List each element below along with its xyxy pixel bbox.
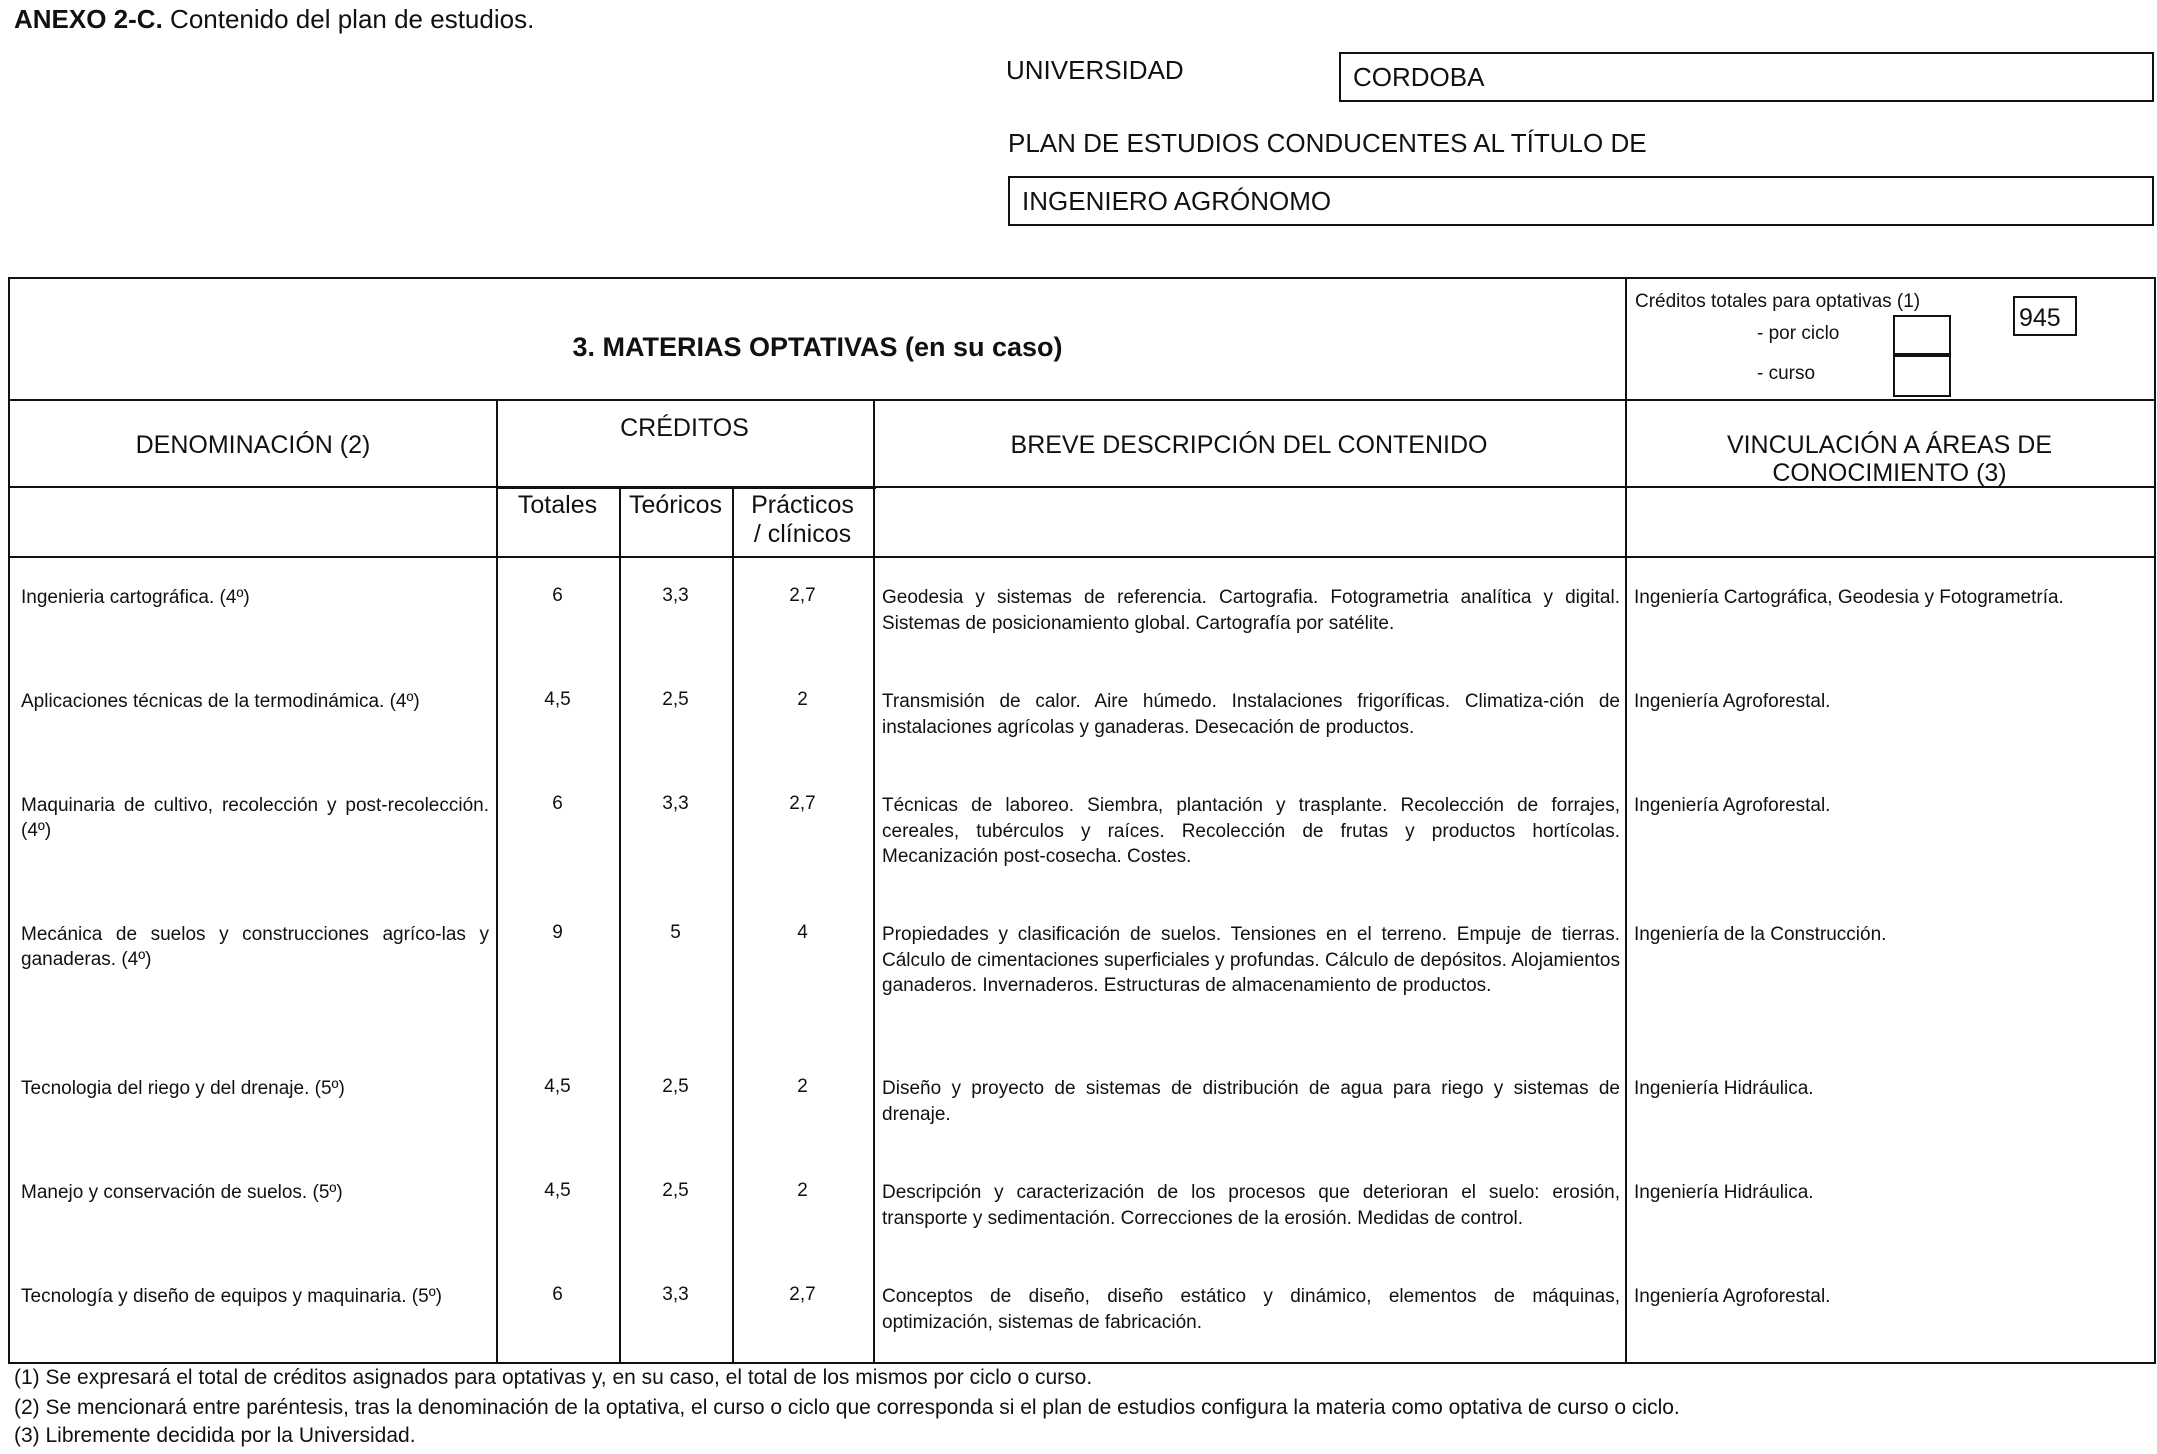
credits-teoricos: 5 [670, 922, 681, 943]
header-denominacion: DENOMINACIÓN (2) [135, 431, 371, 459]
subject-name: Maquinaria de cultivo, recolección y post-recolección. (4º) [21, 795, 489, 841]
knowledge-area: Ingeniería Agroforestal. [1634, 1286, 1831, 1307]
subject-description: Transmisión de calor. Aire húmedo. Instalaciones frigoríficas. Climatiza-ción de instalaciones agrícolas y ganaderas. Desecación de productos. [882, 691, 1620, 738]
header-creditos: CRÉDITOS [620, 414, 749, 442]
subject-name: Mecánica de suelos y construcciones agríco-las y ganaderas. (4º) [21, 924, 489, 970]
header-practicos-2: / clínicos [753, 520, 852, 548]
header-vinculacion-1: VINCULACIÓN A ÁREAS DE [1726, 431, 2053, 459]
table-rule [496, 399, 498, 1362]
knowledge-area: Ingeniería de la Construcción. [1634, 924, 1887, 945]
subject-name: Aplicaciones técnicas de la termodinámica. (4º) [21, 691, 420, 712]
optional-subjects-table [8, 277, 2156, 1364]
credits-practicos: 2,7 [789, 793, 816, 814]
footnote-2: (2) Se mencionará entre paréntesis, tras la denominación de la optativa, el curso o ciclo que corresponda si el plan de estudios configura la materia como optativa de curso o ciclo. [14, 1396, 1680, 1419]
por-ciclo-label: - por ciclo [1757, 323, 1840, 344]
credits-practicos: 4 [797, 922, 808, 943]
header-vinculacion-2: CONOCIMIENTO (3) [1772, 459, 2007, 487]
total-credits-box: 945 [2013, 296, 2077, 336]
subject-description: Técnicas de laboreo. Siembra, plantación y trasplante. Recolección de forrajes, cereales, tubérculos y raíces. Recolección de frutas y productos hortícolas. Mecanización post-cosecha. Costes. [882, 795, 1620, 867]
credits-teoricos: 2,5 [662, 1180, 689, 1201]
credits-totales: 4,5 [544, 1076, 571, 1097]
credits-totales: 6 [552, 585, 563, 606]
knowledge-area: Ingeniería Hidráulica. [1634, 1182, 1814, 1203]
subject-description: Descripción y caracterización de los procesos que deterioran el suelo: erosión, transporte y sedimentación. Correcciones de la erosión. Medidas de control. [882, 1182, 1620, 1229]
knowledge-area: Ingeniería Cartográfica, Geodesia y Fotogrametría. [1634, 587, 2064, 608]
credits-practicos: 2,7 [789, 585, 816, 606]
credits-totales: 6 [552, 793, 563, 814]
table-rule [10, 399, 2154, 401]
subject-description: Propiedades y clasificación de suelos. Tensiones en el terreno. Empuje de tierras. Cálculo de cimentaciones superficiales y profundas. Cálculo de depósitos. Alojamientos ganaderos. Invernaderos. Estructuras de almacenamiento de productos. [882, 924, 1620, 996]
footnote-3: (3) Libremente decidida por la Universidad. [14, 1424, 416, 1447]
credits-totales: 4,5 [544, 689, 571, 710]
header-practicos-1: Prácticos [751, 491, 854, 519]
annex-text: Contenido del plan de estudios. [162, 4, 535, 34]
subject-name: Tecnología y diseño de equipos y maquinaria. (5º) [21, 1286, 442, 1307]
table-rule [873, 399, 875, 1362]
credits-teoricos: 3,3 [662, 1284, 689, 1305]
credits-totales: 9 [552, 922, 563, 943]
curso-box [1893, 355, 1951, 397]
header-descripcion: BREVE DESCRIPCIÓN DEL CONTENIDO [1010, 431, 1488, 459]
section-title: 3. MATERIAS OPTATIVAS (en su caso) [572, 332, 1063, 362]
university-label: UNIVERSIDAD [1006, 55, 1184, 85]
credits-practicos: 2 [797, 689, 808, 710]
subject-name: Ingenieria cartográfica. (4º) [21, 587, 250, 608]
knowledge-area: Ingeniería Agroforestal. [1634, 795, 1831, 816]
footnote-1: (1) Se expresará el total de créditos asignados para optativas y, en su caso, el total de los mismos por ciclo o curso. [14, 1366, 1093, 1389]
credits-teoricos: 2,5 [662, 689, 689, 710]
degree-title: INGENIERO AGRÓNOMO [1008, 176, 2154, 226]
por-ciclo-box [1893, 315, 1951, 355]
subject-description: Geodesia y sistemas de referencia. Cartografia. Fotogrametria analítica y digital. Sistemas de posicionamiento global. Cartografía por satélite. [882, 587, 1620, 634]
subject-name: Tecnologia del riego y del drenaje. (5º) [21, 1078, 345, 1099]
header-totales: Totales [517, 491, 598, 519]
credits-teoricos: 3,3 [662, 793, 689, 814]
credits-teoricos: 3,3 [662, 585, 689, 606]
credits-totales: 4,5 [544, 1180, 571, 1201]
annex-number: ANEXO 2-C. [14, 4, 163, 34]
optativas-total-label: Créditos totales para optativas (1) [1635, 291, 1921, 312]
credits-totales: 6 [552, 1284, 563, 1305]
table-rule [10, 556, 2154, 558]
credits-practicos: 2 [797, 1076, 808, 1097]
credits-teoricos: 2,5 [662, 1076, 689, 1097]
credits-practicos: 2 [797, 1180, 808, 1201]
annex-heading [14, 4, 534, 35]
knowledge-area: Ingeniería Agroforestal. [1634, 691, 1831, 712]
university-value: CORDOBA [1339, 52, 2154, 102]
subject-description: Diseño y proyecto de sistemas de distribución de agua para riego y sistemas de drenaje. [882, 1078, 1620, 1125]
subject-name: Manejo y conservación de suelos. (5º) [21, 1182, 343, 1203]
subject-description: Conceptos de diseño, diseño estático y dinámico, elementos de máquinas, optimización, sistemas de fabricación. [882, 1286, 1620, 1333]
header-teoricos: Teóricos [628, 491, 723, 519]
knowledge-area: Ingeniería Hidráulica. [1634, 1078, 1814, 1099]
curso-label: - curso [1757, 363, 1816, 384]
plan-label: PLAN DE ESTUDIOS CONDUCENTES AL TÍTULO DE [1008, 128, 1647, 158]
credits-practicos: 2,7 [789, 1284, 816, 1305]
